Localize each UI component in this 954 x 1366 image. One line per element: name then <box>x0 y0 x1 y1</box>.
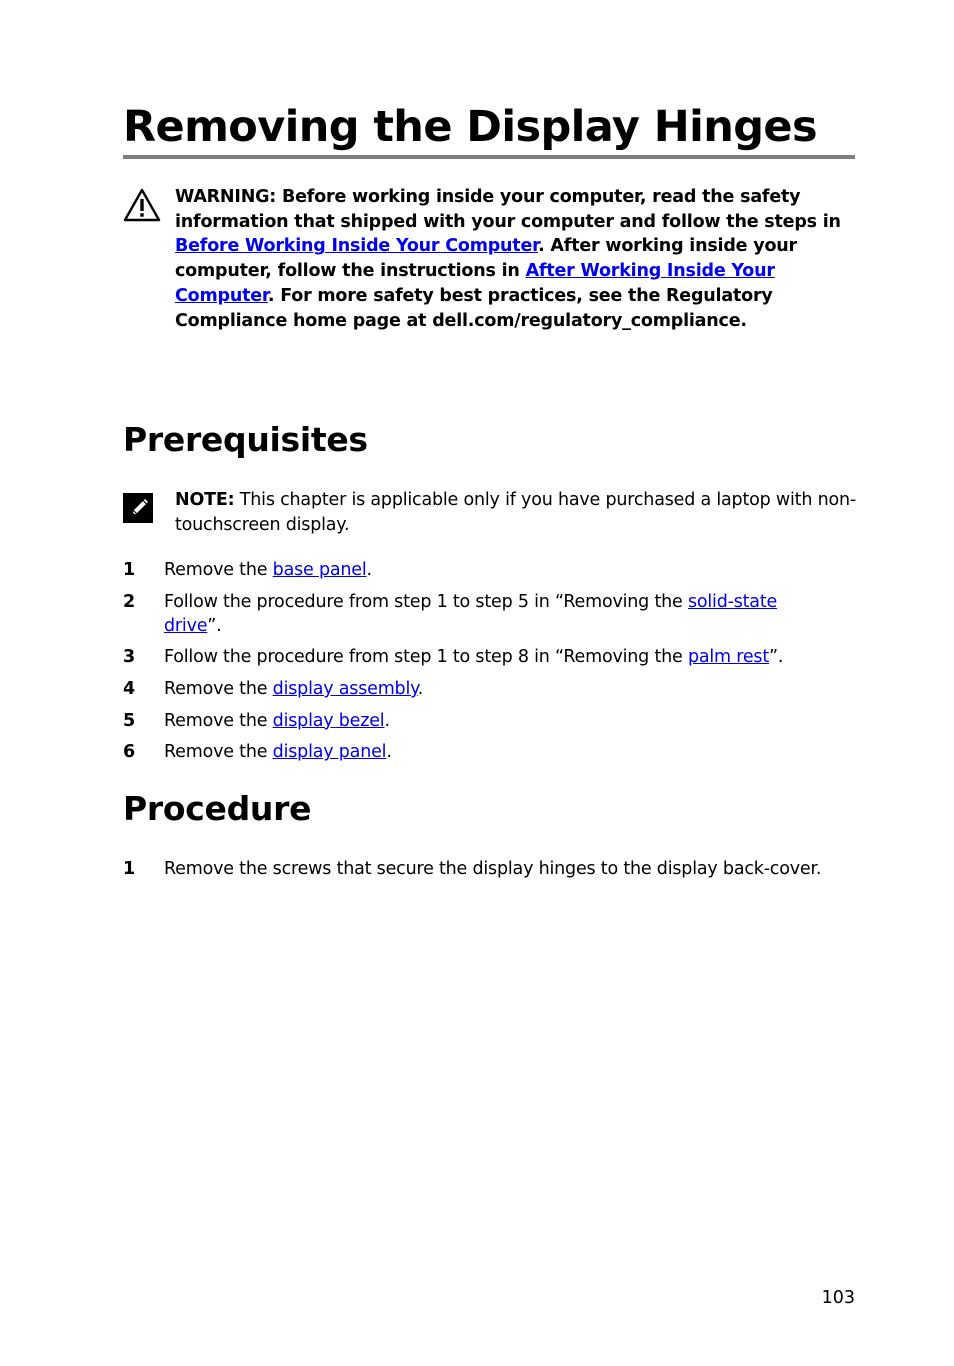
prerequisite-step <box>123 709 823 733</box>
base-panel-link[interactable]: base panel <box>272 560 367 580</box>
step-text-end: . <box>384 710 390 731</box>
warning-text-part-1: WARNING: Before working inside your computer, read the safety information that shipped with your computer and follow the steps in <box>175 187 841 232</box>
step-text: Remove the <box>164 679 273 700</box>
display-bezel-link[interactable]: display bezel <box>272 710 385 731</box>
after-working-link[interactable]: After Working Inside Your Computer <box>175 261 775 306</box>
step-number: 1 <box>123 560 135 580</box>
page-number: 103 <box>821 1288 855 1308</box>
step-number: 5 <box>123 710 135 731</box>
note-message <box>175 488 865 537</box>
warning-triangle-icon <box>123 188 161 222</box>
prerequisite-step <box>123 740 823 764</box>
step-number: 4 <box>123 679 135 700</box>
step-text: Follow the procedure from step 1 to step 5 in “Removing the <box>164 591 688 612</box>
procedure-steps <box>123 857 823 889</box>
before-working-link[interactable]: Before Working Inside Your Computer <box>175 236 539 257</box>
prerequisite-step <box>123 558 823 582</box>
note-pencil-icon <box>123 492 153 523</box>
step-number: 3 <box>123 647 135 668</box>
step-text-end: . <box>366 560 372 580</box>
prerequisite-step <box>123 677 823 701</box>
warning-message <box>175 185 865 333</box>
step-text: Remove the <box>164 710 273 731</box>
prerequisites-steps <box>123 558 823 772</box>
step-text-end: . <box>386 742 392 763</box>
step-number: 1 <box>123 859 135 879</box>
prerequisite-step <box>123 590 823 638</box>
step-text: Remove the screws that secure the display hinges to the display back-cover. <box>164 859 822 879</box>
prerequisites-heading: Prerequisites <box>123 420 368 459</box>
display-assembly-link[interactable]: display assembly <box>272 679 418 700</box>
warning-text-part-2: . After working inside your computer, follow the instructions in <box>175 236 797 282</box>
note-body: This chapter is applicable only if you have purchased a laptop with non-touchscreen display. <box>175 490 856 535</box>
step-text-end: ”. <box>769 647 784 668</box>
warning-text-part-3: . For more safety best practices, see the Regulatory Compliance home page at dell.com/regulatory_compliance. <box>175 285 773 331</box>
step-number: 2 <box>123 591 135 612</box>
solid-state-drive-link[interactable]: solid-state drive <box>164 591 778 636</box>
step-text-end: ”. <box>207 615 222 636</box>
title-rule <box>123 155 855 159</box>
step-number: 6 <box>123 742 135 763</box>
page-title: Removing the Display Hinges <box>123 102 817 152</box>
prerequisite-step <box>123 645 823 669</box>
step-text: Remove the <box>164 742 273 763</box>
note-label: NOTE: <box>175 490 235 510</box>
procedure-heading: Procedure <box>123 789 312 828</box>
step-text: Follow the procedure from step 1 to step 8 in “Removing the <box>164 647 688 668</box>
display-panel-link[interactable]: display panel <box>272 742 387 763</box>
step-text: Remove the <box>164 560 273 580</box>
step-text-end: . <box>417 679 424 700</box>
procedure-step <box>123 857 823 881</box>
palm-rest-link[interactable]: palm rest <box>687 647 770 668</box>
